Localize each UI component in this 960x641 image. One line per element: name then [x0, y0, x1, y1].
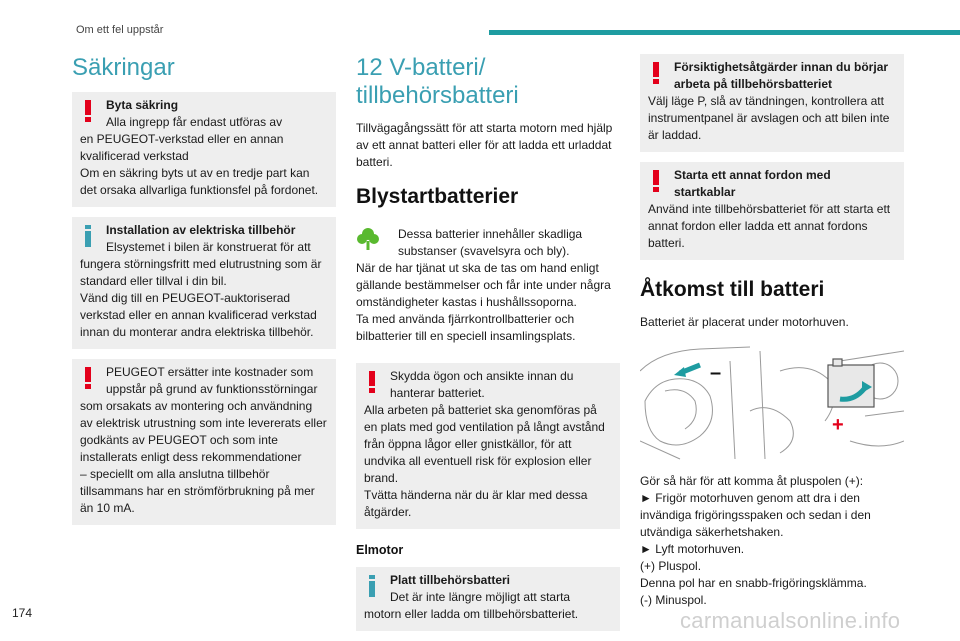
- box-text: Skydda ögon och ansikte innan du: [390, 369, 574, 383]
- warning-exclamation-icon: [80, 365, 96, 391]
- recycle-tree-icon: [356, 225, 380, 251]
- box-text: Det är inte längre möjligt att starta: [390, 590, 571, 604]
- box-title: Försiktighetsåtgärder innan du börjar: [674, 60, 889, 74]
- column-fuses: [72, 54, 336, 535]
- column-battery: [356, 54, 620, 641]
- warning-exclamation-icon: [648, 60, 664, 86]
- watermark: carmanualsonline.info: [680, 608, 901, 633]
- warning-exclamation-icon: [648, 168, 664, 194]
- box-title: startkablar: [674, 185, 736, 199]
- box-text: substanser (svavelsyra och bly).: [398, 244, 570, 258]
- electric-motor-heading: Elmotor: [356, 543, 404, 557]
- box-text: Använd inte tillbehörsbatteriet för att starta ett annat fordon eller ladda ett annat fordons batteri.: [648, 202, 891, 250]
- warning-box-precautions: [640, 54, 904, 152]
- box-text: Elsystemet i bilen är konstruerat för att: [106, 240, 311, 254]
- warning-box-protect-eyes: [356, 363, 620, 529]
- minus-terminal-label: –: [710, 362, 722, 384]
- fuses-title: Säkringar: [72, 54, 175, 81]
- box-title: arbeta på tillbehörsbatteriet: [674, 77, 833, 91]
- box-text: Välj läge P, slå av tändningen, kontrollera att instrumentpanel är avslagen och att bilen inte är laddad.: [648, 94, 890, 142]
- engine-bay-illustration: [640, 341, 904, 461]
- box-text: Dessa batterier innehåller skadliga: [398, 227, 583, 241]
- recycle-box: [356, 221, 620, 353]
- box-text: PEUGEOT ersätter inte kostnader som: [106, 365, 314, 379]
- box-title: Starta ett annat fordon med: [674, 168, 831, 182]
- box-text: motorn eller ladda om tillbehörsbatteriet.: [364, 607, 579, 621]
- box-text: Alla arbeten på batteriet ska genomföras på en plats med god ventilation på långt avstånd från öppna lågor eller gnistkällor, för att undvika all eventuell risk för explosion eller brand. Tvätta händerna när du är klar med dessa åtgärder.: [364, 403, 605, 519]
- info-icon: [364, 573, 380, 599]
- lead-batteries-heading: Blystartbatterier: [356, 185, 519, 208]
- box-text: Alla ingrepp får endast utföras av: [106, 115, 283, 129]
- box-title: Installation av elektriska tillbehör: [106, 223, 296, 237]
- header-accent-bar: [489, 30, 960, 35]
- box-text: som orsakats av montering och användning av elektrisk utrustning som inte levererats eller godkänts av PEUGEOT och som inte installerats enligt dess rekommendationer – speciellt om alla anslutna tillbehör tillsammans har en strömförbrukning på mer än 10 mA.: [80, 399, 327, 515]
- plus-terminal-label: +: [832, 414, 844, 436]
- battery-access-intro: Batteriet är placerat under motorhuven.: [640, 315, 849, 329]
- box-text: När de har tjänat ut ska de tas om hand enligt gällande bestämmelser och får inte under några omständigheter kastas i hushållssoporna. Ta med använda fjärrkontrollbatterier och bilbatterier till en speciell insamlingsplats.: [356, 261, 611, 343]
- battery-access-heading: Åtkomst till batteri: [640, 278, 825, 301]
- box-text: hanterar batteriet.: [390, 386, 485, 400]
- section-header: Om ett fel uppstår: [76, 24, 164, 36]
- warning-exclamation-icon: [80, 98, 96, 124]
- box-title: Byta säkring: [106, 98, 179, 112]
- column-battery-access: [640, 54, 904, 617]
- info-box-flat-battery: [356, 567, 620, 631]
- info-box-accessories: [72, 217, 336, 349]
- warning-box-jump-start: [640, 162, 904, 260]
- info-icon: [80, 223, 96, 249]
- box-title: Platt tillbehörsbatteri: [390, 573, 511, 587]
- warning-exclamation-icon: [364, 369, 380, 395]
- page-number: 174: [12, 606, 33, 620]
- box-text: uppstår på grund av funktionsstörningar: [106, 382, 318, 396]
- battery-intro: Tillvägagångssätt för att starta motorn med hjälp av ett annat batteri eller för att ladda ett urladdat batteri.: [356, 121, 613, 169]
- engine-bay-drawing: [640, 341, 904, 461]
- box-text: en PEUGEOT-verkstad eller en annan kvalificerad verkstad Om en säkring byts ut av en tredje part kan det orsaka allvarliga funktionsfel på fordonet.: [80, 132, 319, 197]
- battery-access-steps: Gör så här för att komma åt pluspolen (+): ► Frigör motorhuven genom att dra i den invändiga frigöringsspaken och sedan i den utvändiga säkerhetshaken. ► Lyft motorhuven. (+) Pluspol. Denna pol har en snabb-frigöringsklämma. (-) Minuspol.: [640, 474, 871, 607]
- box-text: fungera störningsfritt med elutrustning som är standard eller tillval i din bil. Vänd dig till en PEUGEOT-auktoriserad verkstad eller en annan kvalificerad verkstad innan du monterar andra elektriska tillbehör.: [80, 257, 322, 339]
- battery-title: 12 V-batteri/ tillbehörsbatteri: [356, 54, 519, 109]
- warning-box-peugeot-costs: [72, 359, 336, 525]
- warning-box-fuse-replace: [72, 92, 336, 207]
